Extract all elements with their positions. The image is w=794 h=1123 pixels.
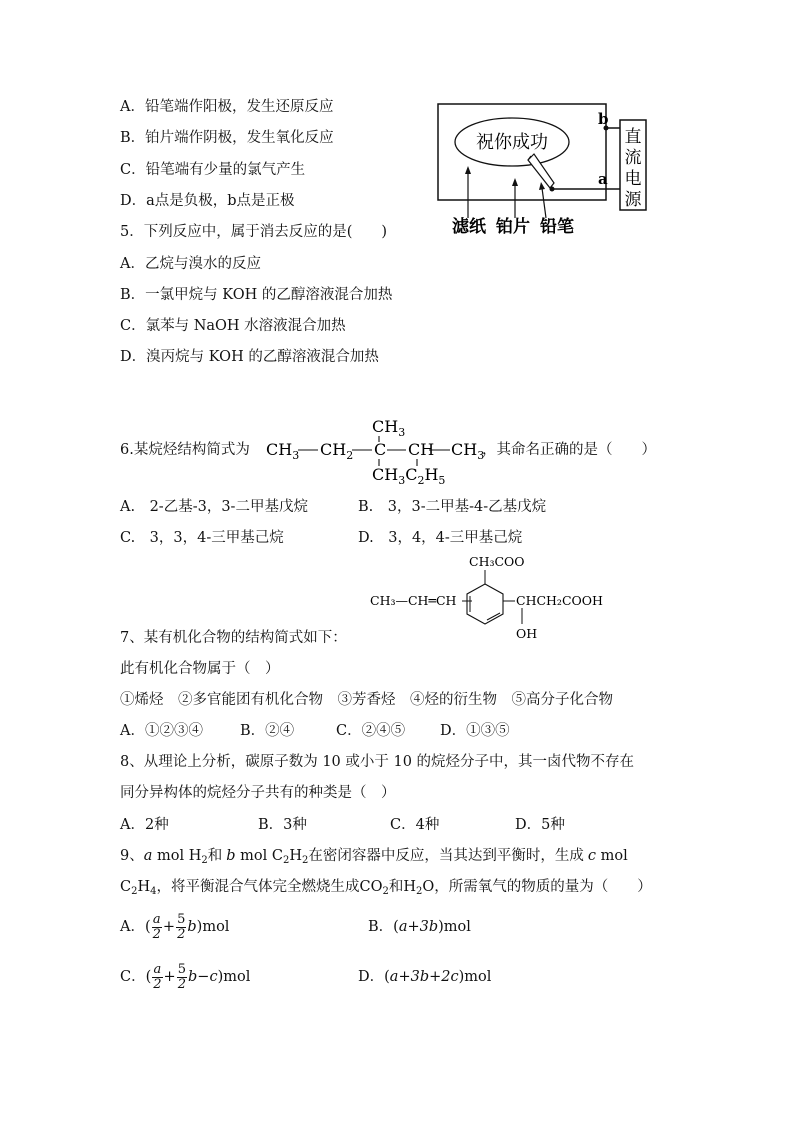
caption-filter-paper: 滤纸	[452, 217, 486, 237]
q9-stem-line1: 9、a mol $H_2$和 b mol $C_2H_2$在密闭容器中反应，当其达到平衡时，生成 c mol	[120, 848, 628, 866]
q7-option-b: B．②④	[240, 723, 295, 739]
svg-text:CH₃COO: CH₃COO	[469, 554, 525, 569]
q9-stem-line2: $C_2H_4$，将平衡混合气体完全燃烧生成$CO_2$和$H_2O$，所需氧气的物质的量为（ ）	[120, 879, 652, 897]
power-source-char-4: 源	[624, 190, 642, 210]
q7-option-a: A．①②③④	[120, 723, 203, 739]
q6-stem-prefix: 6.某烷烃结构简式为	[120, 442, 250, 458]
q6-option-b: B. 3，3-二甲基-4-乙基戊烷	[358, 499, 547, 515]
q4-option-a: A．铅笔端作阳极，发生还原反应	[120, 99, 334, 115]
svg-text:CH3: $CH_3$	[372, 417, 406, 439]
power-source-char-2: 流	[624, 148, 642, 168]
q4-option-d: D．a点是负极，b点是正极	[120, 193, 295, 209]
power-source-char-1: 直	[624, 127, 642, 147]
q9-option-b: B．(a+3b)mol	[368, 919, 471, 935]
q5-option-d: D．溴丙烷与 KOH 的乙醇溶液混合加热	[120, 349, 379, 365]
q4-option-b: B．铂片端作阴极，发生氧化反应	[120, 130, 334, 146]
q6-stem-suffix: ，其命名正确的是（ ）	[482, 442, 656, 458]
q5-option-c: C．氯苯与 NaOH 水溶液混合加热	[120, 318, 346, 334]
svg-text:CH2: $CH_2$	[320, 440, 354, 462]
ellipse-text: 祝你成功	[476, 132, 548, 153]
q5-option-b: B．一氯甲烷与 KOH 的乙醇溶液混合加热	[120, 287, 393, 303]
power-source-char-3: 电	[624, 169, 642, 189]
caption-platinum: 铂片	[496, 217, 530, 237]
svg-text:OH: OH	[516, 626, 538, 641]
q4-option-c: C．铅笔端有少量的氯气产生	[120, 162, 306, 178]
q8-option-a: A．2种	[120, 817, 169, 833]
svg-text:CH3: $CH_3$	[451, 440, 485, 462]
q6-structural-formula	[264, 410, 485, 487]
svg-text:CH3C2H5: $CH_3C_2H_5$	[372, 465, 446, 487]
svg-text:CH₃—CH═CH: CH₃—CH═CH	[370, 593, 457, 608]
q8-option-b: B．3种	[258, 817, 307, 833]
q7-option-c: C．②④⑤	[336, 723, 406, 739]
q9-option-a: A．( $\frac{a}{2}$ + $\frac{5}{2}$ b)mol	[120, 911, 230, 942]
q8-option-d: D．5种	[515, 817, 565, 833]
svg-text:CH3: $CH_3$	[266, 440, 300, 462]
q6-option-c: C. 3，3，4-三甲基己烷	[120, 530, 284, 546]
q7-choices: ①烯烃 ②多官能团有机化合物 ③芳香烃 ④烃的衍生物 ⑤高分子化合物	[120, 692, 613, 708]
q9-option-d: D．(a+3b+2c)mol	[358, 969, 492, 985]
q7-option-d: D．①③⑤	[440, 723, 510, 739]
q8-stem-line1: 8、从理论上分析，碳原子数为 10 或小于 10 的烷烃分子中，其一卤代物不存在	[120, 754, 635, 770]
q7-stem: 7、某有机化合物的结构简式如下：	[120, 630, 347, 646]
q8-stem-line2: 同分异构体的烷烃分子共有的种类是（ ）	[120, 785, 396, 801]
electrolysis-figure	[430, 98, 660, 243]
q6-option-a: A. 2-乙基-3，3-二甲基戊烷	[120, 499, 308, 515]
q5-option-a: A．乙烷与溴水的反应	[120, 256, 261, 272]
label-a: a	[598, 170, 608, 188]
svg-text:C: C	[374, 440, 387, 459]
q5-stem: 5．下列反应中，属于消去反应的是( )	[120, 224, 388, 240]
svg-text:CHCH₂COOH: CHCH₂COOH	[516, 593, 603, 608]
svg-text:CH: CH	[408, 440, 435, 459]
label-b: b	[598, 110, 609, 128]
q7-structural-formula	[366, 552, 606, 644]
caption-pencil: 铅笔	[540, 217, 574, 237]
q7-stem2: 此有机化合物属于（ ）	[120, 661, 280, 677]
q8-option-c: C．4种	[390, 817, 440, 833]
q6-option-d: D. 3，4，4-三甲基己烷	[358, 530, 523, 546]
q9-option-c: C．( $\frac{a}{2}$ + $\frac{5}{2}$ b−c)mol	[120, 961, 251, 992]
